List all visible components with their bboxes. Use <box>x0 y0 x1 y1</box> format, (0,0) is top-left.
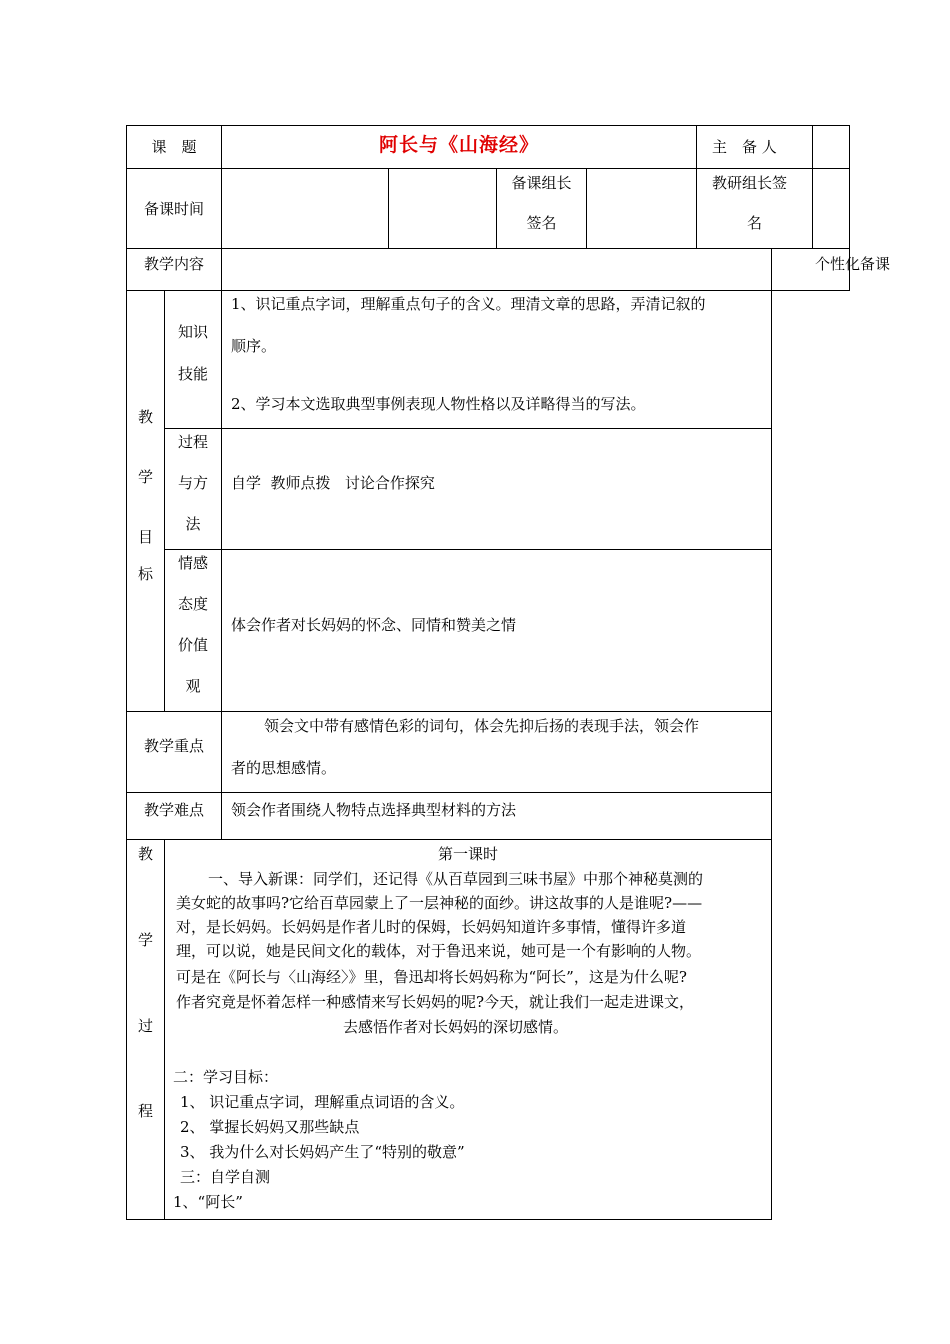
goal-item: 3、 我为什么对长妈妈产生了“特别的敬意” <box>180 1143 465 1161</box>
goal-item: 2、 掌握长妈妈又那些缺点 <box>180 1118 360 1136</box>
goals-heading: 二：学习目标： <box>173 1068 279 1086</box>
process-label: 法 <box>185 515 201 533</box>
process-label: 过程 <box>177 433 208 451</box>
content-label: 教学内容 <box>143 255 204 273</box>
table-rule <box>164 549 772 550</box>
intro-line: 美女蛇的故事吗?它给百草园蒙上了一层神秘的面纱。讲这故事的人是谁呢?—— <box>176 894 703 912</box>
objectives-side-char: 教 <box>137 408 153 426</box>
difficulty-text: 领会作者围绕人物特点选择典型材料的方法 <box>231 801 517 819</box>
table-rule <box>696 125 697 249</box>
objectives-side-char: 标 <box>137 565 153 583</box>
knowledge-text: 顺序。 <box>231 337 277 355</box>
key-point-text: 者的思想感情。 <box>231 759 337 777</box>
process-side-char: 程 <box>137 1102 153 1120</box>
table-rule <box>126 839 772 840</box>
intro-line: 理，可以说，她是民间文化的载体，对于鲁迅来说，她可是一个有影响的人物。 <box>176 942 702 960</box>
objectives-side-char: 目 <box>137 528 153 546</box>
table-rule <box>126 290 850 291</box>
knowledge-text: 2、学习本文选取典型事例表现人物性格以及详略得当的写法。 <box>231 395 646 413</box>
difficulty-label: 教学难点 <box>143 801 204 819</box>
lesson-title: 第一课时 <box>437 845 498 863</box>
process-label: 与方 <box>177 474 208 492</box>
emotion-label: 观 <box>185 677 201 695</box>
emotion-text: 体会作者对长妈妈的怀念、同情和赞美之情 <box>231 616 517 634</box>
emotion-label: 态度 <box>177 595 208 613</box>
intro-line: 一、导入新课：同学们，还记得《从百草园到三味书屋》中那个神秘莫测的 <box>208 870 704 888</box>
table-border <box>126 125 127 1220</box>
preparer-label: 主 备 人 <box>712 138 777 156</box>
personal-prep-label: 个性化备课 <box>815 255 891 273</box>
course-label: 课 题 <box>151 138 197 156</box>
table-border <box>126 1219 772 1220</box>
knowledge-label: 技能 <box>177 365 208 383</box>
key-point-label: 教学重点 <box>143 737 204 755</box>
emotion-label: 情感 <box>177 554 208 572</box>
table-rule <box>388 168 389 249</box>
table-rule <box>586 168 587 249</box>
table-rule <box>164 428 772 429</box>
emotion-label: 价值 <box>177 636 208 654</box>
intro-line: 可是在《阿长与〈山海经〉》里，鲁迅却将长妈妈称为“阿长”，这是为什么呢? <box>176 968 687 986</box>
table-rule <box>126 711 772 712</box>
page-title: 阿长与《山海经》 <box>378 134 539 156</box>
intro-line: 去感悟作者对长妈妈的深切感情。 <box>343 1018 569 1036</box>
table-rule <box>221 792 222 840</box>
table-rule <box>126 248 850 249</box>
table-rule <box>126 792 772 793</box>
table-rule <box>164 839 165 1220</box>
table-border <box>126 125 850 126</box>
self-test-heading: 三：自学自测 <box>180 1168 271 1186</box>
process-side-char: 教 <box>137 845 153 863</box>
prep-time-label: 备课时间 <box>143 200 204 218</box>
process-side-char: 学 <box>137 931 153 949</box>
goal-item: 1、 识记重点字词，理解重点词语的含义。 <box>180 1093 465 1111</box>
process-text: 自学 教师点拨 讨论合作探究 <box>231 474 435 492</box>
research-leader-label: 名 <box>747 214 763 232</box>
group-leader-label: 签名 <box>526 214 557 232</box>
table-rule <box>812 125 813 249</box>
research-leader-label: 教研组长签 <box>712 174 788 192</box>
knowledge-text: 1、识记重点字词，理解重点句子的含义。理清文章的思路，弄清记叙的 <box>231 295 706 313</box>
table-rule <box>221 125 222 793</box>
table-rule <box>771 248 772 1220</box>
self-test-item: 1、“阿长” <box>173 1193 243 1211</box>
key-point-text: 领会文中带有感情色彩的词句，体会先抑后扬的表现手法，领会作 <box>264 717 700 735</box>
table-rule <box>126 168 850 169</box>
intro-line: 对，是长妈妈。长妈妈是作者儿时的保姆，长妈妈知道许多事情，懂得许多道 <box>176 918 687 936</box>
intro-line: 作者究竟是怀着怎样一种感情来写长妈妈的呢?今天，就让我们一起走进课文， <box>176 993 695 1011</box>
group-leader-label: 备课组长 <box>511 174 572 192</box>
process-side-char: 过 <box>137 1017 153 1035</box>
knowledge-label: 知识 <box>177 323 208 341</box>
objectives-side-char: 学 <box>137 468 153 486</box>
